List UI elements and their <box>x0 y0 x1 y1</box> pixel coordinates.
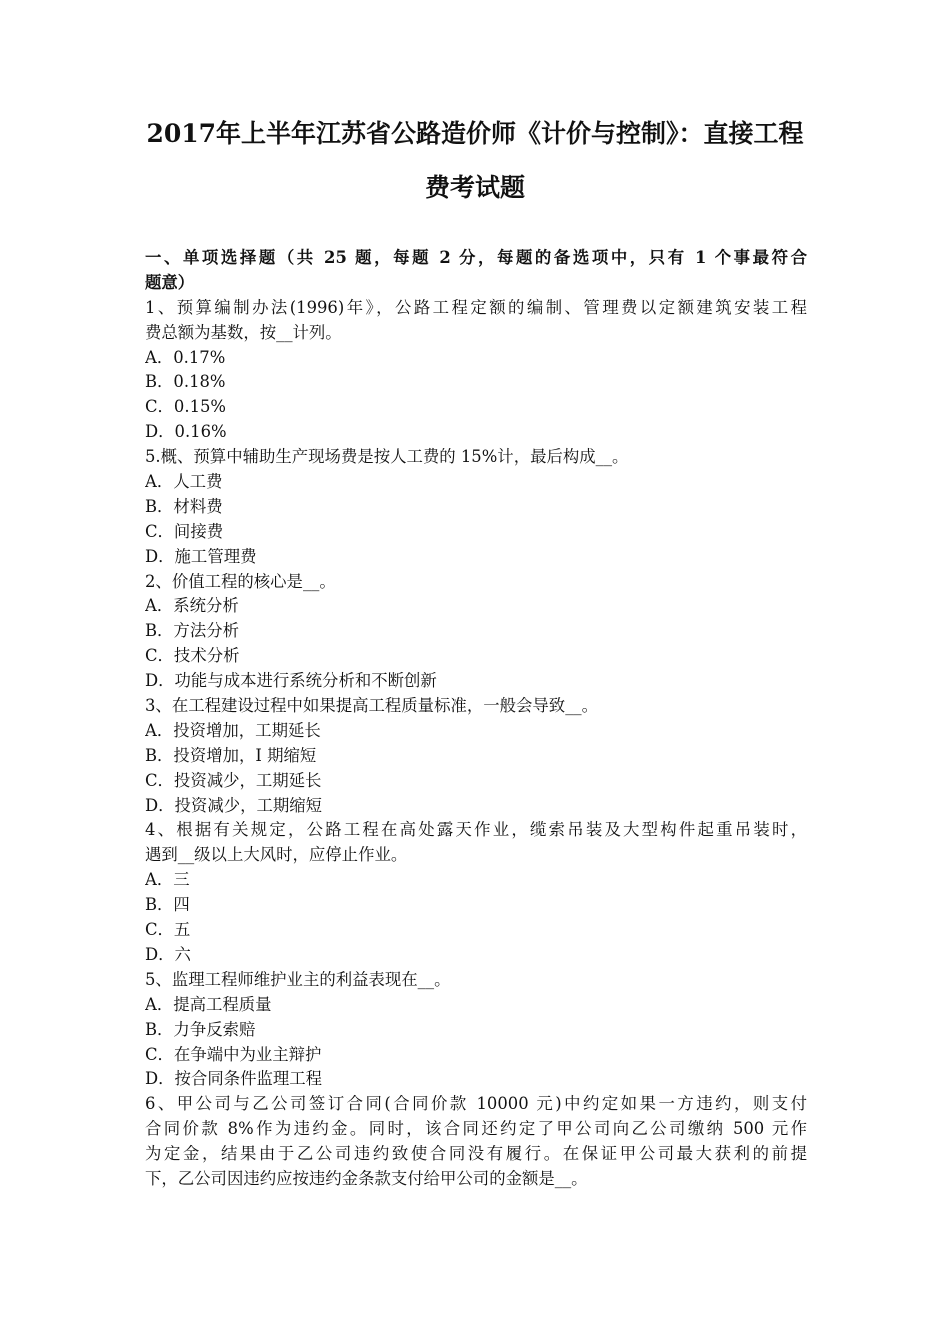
option-d: D．六 <box>145 944 191 964</box>
option-d: D．施工管理费 <box>145 546 257 566</box>
question-stem-line: 5.概、预算中辅助生产现场费是按人工费的 15%计，最后构成__。 <box>145 447 629 467</box>
option-a: A．0.17% <box>145 347 226 367</box>
option-a: A．系统分析 <box>145 596 239 616</box>
option-d: D．功能与成本进行系统分析和不断创新 <box>145 671 437 691</box>
section-heading-line-1: 一、单项选择题（共 25 题，每题 2 分，每题的备选项中，只有 1 个事最符合 <box>145 248 807 267</box>
option-a: A．投资增加，工期延长 <box>145 720 321 740</box>
option-c: C．技术分析 <box>145 646 240 666</box>
question-stem-line: 费总额为基数，按__计列。 <box>145 322 342 342</box>
option-b: B．力争反索赔 <box>145 1019 256 1039</box>
document-title-line-2: 费考试题 <box>424 173 525 202</box>
option-b: B．方法分析 <box>145 621 239 641</box>
question-stem-line: 为定金，结果由于乙公司违约致使合同没有履行。在保证甲公司最大获利的前提 <box>145 1144 807 1164</box>
question-3 <box>145 570 807 694</box>
option-b: B．材料费 <box>145 496 223 516</box>
question-7 <box>145 1092 807 1192</box>
option-b: B．0.18% <box>145 372 226 392</box>
option-d: D．按合同条件监理工程 <box>145 1069 323 1089</box>
question-stem-line: 3、在工程建设过程中如果提高工程质量标准，一般会导致__。 <box>145 696 598 716</box>
option-c: C．五 <box>145 920 191 940</box>
option-c: C．间接费 <box>145 521 224 541</box>
question-2 <box>145 445 807 569</box>
question-stem-line: 2、价值工程的核心是__。 <box>145 571 336 591</box>
option-d: D．0.16% <box>145 422 227 442</box>
option-a: A．提高工程质量 <box>145 994 272 1014</box>
question-6 <box>145 968 807 1092</box>
option-c: C．在争端中为业主辩护 <box>145 1044 322 1064</box>
question-4 <box>145 694 807 818</box>
option-a: A．人工费 <box>145 472 223 492</box>
option-b: B．投资增加，I 期缩短 <box>145 745 317 765</box>
option-c: C．投资减少，工期延长 <box>145 770 322 790</box>
question-1 <box>145 296 807 445</box>
question-stem-line: 遇到__级以上大风时，应停止作业。 <box>145 845 408 865</box>
option-c: C．0.15% <box>145 397 227 417</box>
question-stem-line: 4、根据有关规定，公路工程在高处露天作业，缆索吊装及大型构件起重吊装时， <box>145 820 807 840</box>
document-body <box>145 246 807 1192</box>
section-heading-line-2: 题意） <box>145 272 195 292</box>
question-5 <box>145 818 807 967</box>
question-stem-line: 1、预算编制办法(1996)年》，公路工程定额的编制、管理费以定额建筑安装工程 <box>145 297 807 317</box>
document-title-line-1: 2017年上半年江苏省公路造价师《计价与控制》：直接工程 <box>146 119 804 148</box>
question-stem-line: 6、甲公司与乙公司签订合同(合同价款 10000 元)中约定如果一方违约，则支付 <box>145 1094 807 1114</box>
question-stem-line: 5、监理工程师维护业主的利益表现在__。 <box>145 969 451 989</box>
option-a: A．三 <box>145 870 190 890</box>
question-stem-line: 合同价款 8%作为违约金。同时，该合同还约定了甲公司向乙公司缴纳 500 元作 <box>145 1119 807 1139</box>
option-d: D．投资减少，工期缩短 <box>145 795 323 815</box>
question-stem-line: 下，乙公司因违约应按违约金条款支付给甲公司的金额是__。 <box>145 1168 588 1188</box>
option-b: B．四 <box>145 895 190 915</box>
